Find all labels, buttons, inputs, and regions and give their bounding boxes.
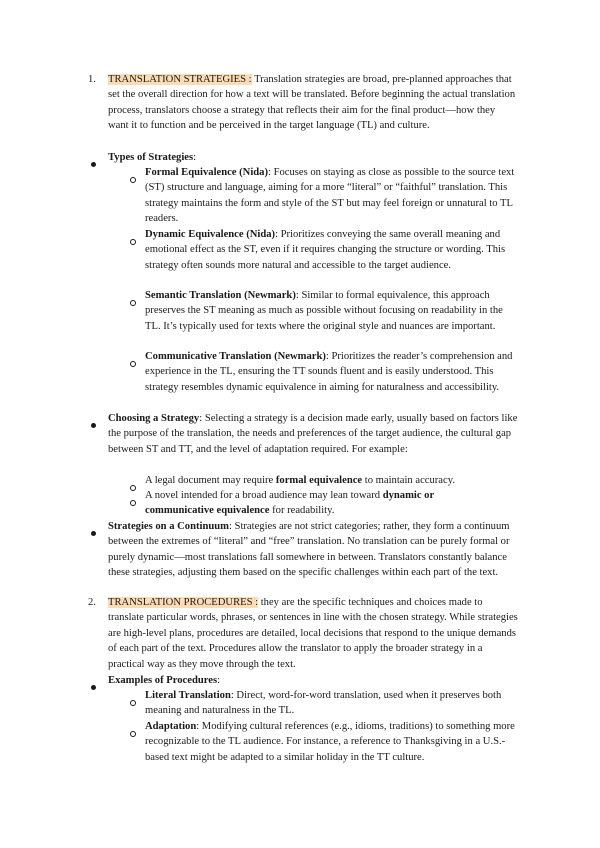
list-item: Adaptation: Modifying cultural references (e.g., idioms, traditions) to something more recognizable to the TL audience. For instance, a reference to Thanksgiving in a U.S.-based text might be adapted to a similar holiday in the TT culture. xyxy=(145,721,515,763)
section-strategies xyxy=(108,72,518,134)
bullet-icon xyxy=(91,418,96,433)
circle-bullet-icon xyxy=(130,295,136,310)
section-title-procedures: TRANSLATION PROCEDURES : xyxy=(108,597,259,608)
types-heading: Types of Strategies: xyxy=(108,152,197,163)
section-text-strategies: Translation strategies are broad, pre-planned approaches that set the overall direction for how a text will be translated. Before beginning the actual translation process, translators choose a strategy that reflects their aim for the final product—how they want it to function and be perceived in the target language (TL) and culture. xyxy=(108,74,516,132)
bullet-icon xyxy=(91,680,96,695)
section-title-strategies: TRANSLATION STRATEGIES : xyxy=(108,74,252,85)
list-item: Literal Translation: Direct, word-for-word translation, used when it preserves both meaning and naturalness in the TL. xyxy=(145,690,502,717)
circle-bullet-icon xyxy=(130,726,136,741)
section-text-procedures: they are the specific techniques and choices made to translate particular words, phrases, or sentences in line with the chosen strategy. While strategies are high-level plans, procedures are detailed, local decisions that respond to the unique demands of each part of the text. Procedures allow the translator to apply the broader strategy in a practical way as they move through the text. xyxy=(108,597,518,670)
list-item: Communicative Translation (Newmark): Prioritizes the reader’s comprehension and experience in the TL, ensuring the TT sounds fluent and is easily understood. This strategy resembles dynamic equivalence in aiming for naturalness and accessibility. xyxy=(145,351,513,393)
list-number-1: 1. xyxy=(88,74,96,85)
choosing-paragraph: Choosing a Strategy: Selecting a strategy is a decision made early, usually based on factors like the purpose of the translation, the needs and preferences of the target audience, the cultural gap between ST and TT, and the level of adaptation required. For example: xyxy=(108,413,518,455)
circle-bullet-icon xyxy=(130,480,136,495)
bullet-icon xyxy=(91,157,96,172)
list-item: A legal document may require formal equivalence to maintain accuracy. xyxy=(145,475,455,486)
examples-heading: Examples of Procedures: xyxy=(108,675,221,686)
circle-bullet-icon xyxy=(130,695,136,710)
list-item: A novel intended for a broad audience may lean toward dynamic or communicative equivalence for readability. xyxy=(145,490,434,517)
list-item: Dynamic Equivalence (Nida): Prioritizes conveying the same overall meaning and emotional effect as the ST, even if it requires changing the structure or wording. This strategy often sounds more natural and accessible to the target audience. xyxy=(145,229,506,271)
circle-bullet-icon xyxy=(130,495,136,510)
circle-bullet-icon xyxy=(130,172,136,187)
types-heading-label: Types of Strategies xyxy=(108,152,194,163)
continuum-paragraph: Strategies on a Continuum: Strategies are not strict categories; rather, they form a continuum between the extremes of “literal” and “free” translation. No translation can be purely formal or purely dynamic—most translations fall somewhere in between. Translators constantly balance these strategies, adjusting them based on the specific challenges within each part of the text. xyxy=(108,521,510,579)
list-item: Formal Equivalence (Nida): Focuses on staying as close as possible to the source text (ST) structure and language, aiming for a more “literal” or “faithful” translation. This strategy maintains the form and style of the ST but may feel foreign or unnatural to TL readers. xyxy=(145,167,515,225)
list-item: Semantic Translation (Newmark): Similar to formal equivalence, this approach preserves the ST meaning as much as possible without focusing on readability in the TL. It’s typically used for texts where the original style and nuances are important. xyxy=(145,290,503,332)
circle-bullet-icon xyxy=(130,356,136,371)
list-number-2: 2. xyxy=(88,597,96,608)
circle-bullet-icon xyxy=(130,234,136,249)
bullet-icon xyxy=(91,526,96,541)
section-procedures xyxy=(108,595,520,672)
